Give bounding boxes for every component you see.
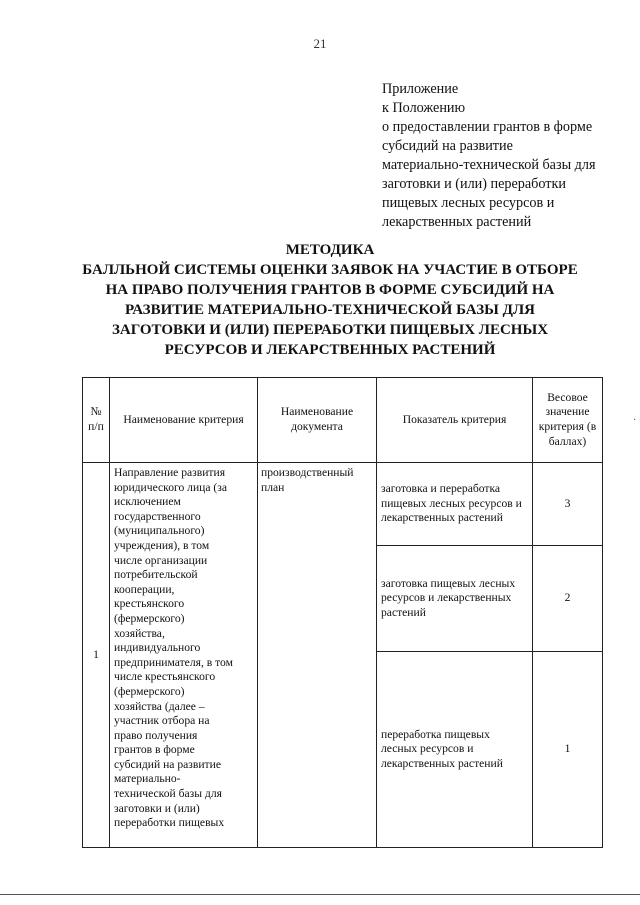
criterion-line: Направление развития	[114, 466, 226, 479]
title-line: РЕСУРСОВ И ЛЕКАРСТВЕННЫХ РАСТЕНИЙ	[164, 342, 496, 358]
page-bottom-rule	[0, 894, 640, 895]
header-num: № п/п	[83, 378, 110, 463]
criteria-table	[82, 377, 603, 848]
header-weight: Весовое значение критерия (в баллах)	[533, 378, 603, 463]
criterion-line: юридического лица (за	[114, 480, 228, 494]
criterion-line: участник отбора на	[114, 714, 210, 728]
criterion-line: предпринимателя, в том	[114, 655, 233, 669]
title-line: ЗАГОТОВКИ И (ИЛИ) ПЕРЕРАБОТКИ ПИЩЕВЫХ ЛЕСНЫХ	[111, 322, 549, 338]
indicator-cell: заготовка и переработка пищевых лесных ресурсов и лекарственных растений	[377, 463, 533, 546]
document-name: производственный план	[258, 463, 377, 848]
row-number: 1	[83, 463, 110, 848]
criterion-name	[110, 463, 258, 848]
appendix-line: лекарственных растений	[382, 214, 532, 230]
criterion-line: материально-	[114, 772, 181, 786]
header-document: Наименование документа	[258, 378, 377, 463]
criterion-line: субсидий на развитие	[114, 757, 221, 771]
indicator-cell: переработка пищевых лесных ресурсов и лекарственных растений	[377, 652, 533, 848]
title-line: МЕТОДИКА	[285, 242, 375, 258]
criterion-line: (фермерского)	[114, 684, 185, 698]
weight-cell: 2	[533, 546, 603, 652]
criterion-line: заготовки и (или)	[114, 801, 200, 815]
title-line: РАЗВИТИЕ МАТЕРИАЛЬНО-ТЕХНИЧЕСКОЙ БАЗЫ ДЛЯ	[124, 302, 535, 318]
header-indicator: Показатель критерия	[377, 378, 533, 463]
appendix-line: материально-технической базы для	[382, 157, 596, 173]
document-title	[70, 240, 590, 360]
appendix-line: к Положению	[382, 100, 466, 116]
appendix-line: субсидий на развитие	[382, 138, 513, 154]
criterion-line: потребительской	[114, 568, 198, 582]
table-header-row	[83, 378, 603, 463]
page-number: 21	[313, 36, 327, 51]
weight-cell: 1	[533, 652, 603, 848]
criterion-line: кооперации,	[114, 582, 175, 596]
title-line: БАЛЛЬНОЙ СИСТЕМЫ ОЦЕНКИ ЗАЯВОК НА УЧАСТИЕ В ОТБОРЕ	[82, 262, 578, 278]
criterion-line: числе организации	[114, 553, 208, 567]
criterion-line: исключением	[114, 495, 181, 509]
title-line: НА ПРАВО ПОЛУЧЕНИЯ ГРАНТОВ В ФОРМЕ СУБСИДИЙ НА	[105, 282, 555, 298]
criterion-line: учреждения), в том	[114, 538, 210, 552]
table-row	[83, 463, 603, 546]
criterion-line: право получения	[114, 728, 198, 742]
criterion-line: хозяйства,	[114, 626, 165, 640]
criterion-line: грантов в форме	[114, 743, 195, 757]
criterion-line: государственного	[114, 509, 201, 523]
criterion-line: (фермерского)	[114, 611, 185, 625]
criterion-line: (муниципального)	[114, 524, 205, 538]
criterion-line: переработки пищевых	[114, 816, 225, 830]
scan-mark: ·	[633, 415, 637, 426]
criterion-line: числе крестьянского	[114, 670, 216, 684]
appendix-line: заготовки и (или) переработки	[382, 176, 566, 192]
indicator-cell: заготовка пищевых лесных ресурсов и лекарственных растений	[377, 546, 533, 652]
appendix-line: пищевых лесных ресурсов и	[382, 195, 555, 211]
criterion-line: крестьянского	[114, 597, 185, 611]
weight-cell: 3	[533, 463, 603, 546]
appendix-line: о предоставлении грантов в форме	[382, 119, 593, 135]
criterion-line: индивидуального	[114, 641, 201, 655]
criterion-line: технической базы для	[114, 787, 222, 801]
criterion-line: хозяйства (далее –	[114, 699, 205, 713]
appendix-note	[382, 80, 620, 232]
appendix-line: Приложение	[382, 81, 459, 97]
header-criterion: Наименование критерия	[110, 378, 258, 463]
